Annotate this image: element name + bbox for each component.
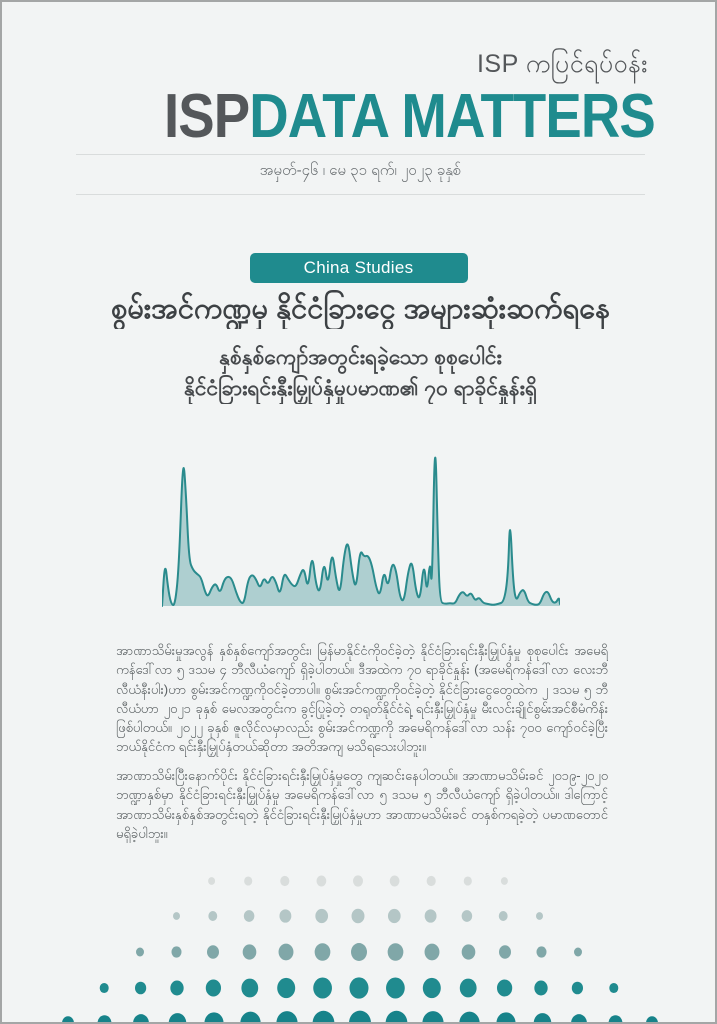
investment-area-chart: [162, 416, 560, 610]
masthead-title-isp: ISP: [164, 82, 250, 151]
category-badge: China Studies: [250, 253, 468, 283]
header-divider-bottom: [76, 194, 645, 195]
issue-date: အမှတ်-၄၆ ၊ မေ ၃၁ ရက်၊ ၂၀၂၃ ခုနှစ်: [259, 162, 462, 179]
masthead-title-data-matters: DATA MATTERS: [249, 82, 655, 151]
subheadline-line-2: နိုင်ငံခြားရင်းနှီးမြှုပ်နှံမှုပမာဏ၏ ၇၀ ရာခိုင်နှုန်းရှိ: [183, 377, 538, 400]
masthead-tagline: ISP ကပြင်ရပ်ဝန်း: [476, 50, 648, 78]
header-divider-top: [76, 154, 645, 155]
subheadline-line-1: နှစ်နှစ်ကျော်အတွင်းရခဲ့သော စုစုပေါင်း: [219, 346, 502, 369]
article-headline: စွမ်းအင်ကဏ္ဍမှ နိုင်ငံခြားငွေ အများဆုံးဆက်ရနေ: [111, 293, 610, 325]
article-subheadline: [32, 342, 689, 404]
body-paragraph-2: အာဏာသိမ်းပြီးနောက်ပိုင်း နိုင်ငံခြားရင်းနှီးမြှုပ်နှံမှုတွေ ကျဆင်းနေပါတယ်။ အာဏာမသိမ်းခင် ၂၀၁၉-၂၀၂၀ ဘဏ္ဍာနှစ်မှာ နိုင်ငံခြားရင်းနှီးမြှုပ်နှံမှု အမေရိကန်ဒေါ်လာ ၅ ဒသမ ၅ ဘီလီယံကျော် ရှိခဲ့ပါတယ်။ ဒါကြောင့် အာဏာသိမ်းနှစ်နှစ်အတွင်းရတဲ့ နိုင်ငံခြားရင်းနှီးမြှုပ်နှံမှုဟာ အာဏာမသိမ်းခင် တနှစ်ကရခဲ့တဲ့ ပမာဏတောင် မရှိခဲ့ပါဘူး။: [116, 768, 608, 841]
body-paragraph-1: အာဏာသိမ်းမှုအလွန် နှစ်နှစ်ကျော်အတွင်း၊ မြန်မာနိုင်ငံကိုဝင်ခဲ့တဲ့ နိုင်ငံခြားရင်းနှီးမြှုပ်နှံမှု စုစုပေါင်း အမေရိကန်ဒေါ်လာ ၅ ဒသမ ၄ ဘီလီယံကျော် ရှိခဲ့ပါတယ်။ ဒီအထဲက ၇၀ ရာခိုင်နှုန်း (အမေရိကန်ဒေါ်လာ လေးဘီလီယံနီးပါး)ဟာ စွမ်းအင်ကဏ္ဍကိုဝင်ခဲ့တာပါ။ စွမ်းအင်ကဏ္ဍကိုဝင်ခဲ့တဲ့ နိုင်ငံခြားငွေတွေထဲက ၂ ဒသမ ၅ ဘီလီယံဟာ ၂၀၂၁ ခုနှစ် မေလအတွင်းက ခွင့်ပြုခဲ့တဲ့ တရုတ်နိုင်ငံရဲ့ ရင်းနှီးမြှုပ်နှံမှု မီးလင်းချိုင်စွမ်းအင်စီမံကိန်း ဖြစ်ပါတယ်။ ၂၀၂၂ ခုနှစ် ဇူလိုင်လမှာလည်း စွမ်းအင်ကဏ္ဍကို အမေရိကန်ဒေါ်လာ သန်း ၇၀၀ ကျော်ဝင်ခဲ့ပြီး ဘယ်နိုင်ငံက ရင်းနှီးမြှုပ်နှံတယ်ဆိုတာ အတိအကျ မသိရသေးပါဘူး။: [116, 643, 608, 755]
masthead-title: [164, 82, 655, 151]
